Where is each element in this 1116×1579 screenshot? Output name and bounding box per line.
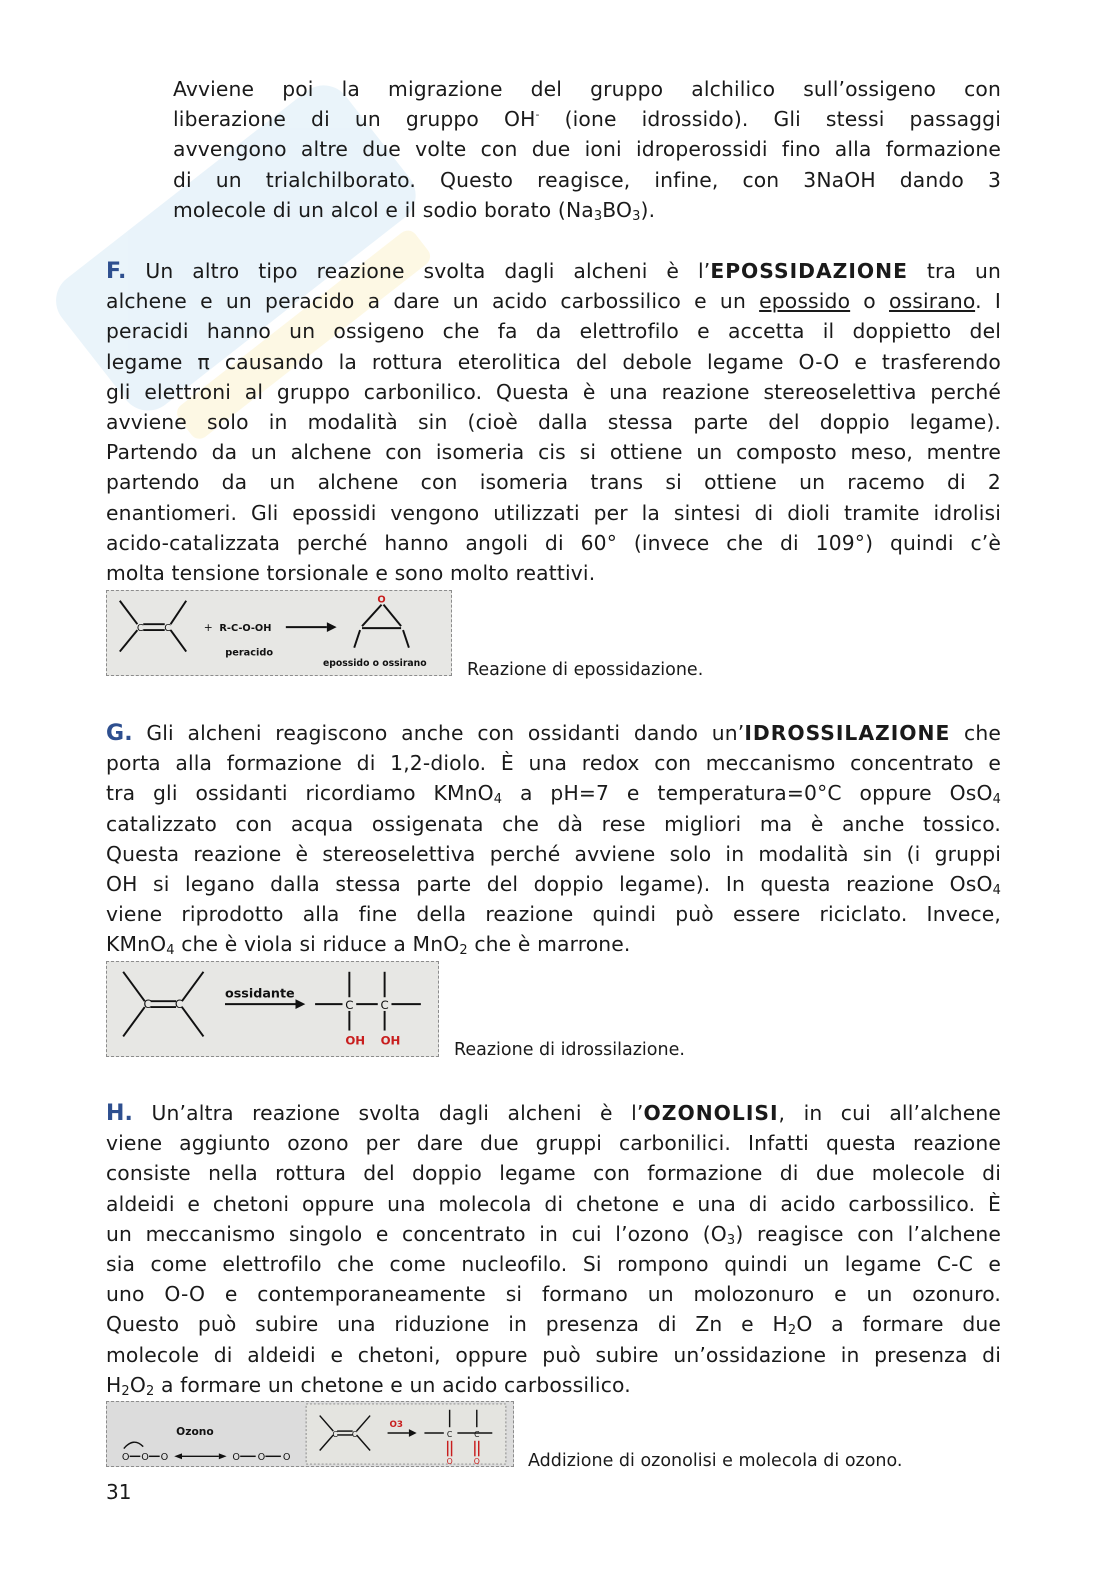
text-line: Questo può subire una riduzione in presenza di Zn e $H_2O$ a formare due (106, 1312, 1002, 1339)
ozone-reagent: O3 (389, 1420, 403, 1431)
text-line: avviene solo in modalità sin (cioè dalla stessa parte del doppio legame). (106, 409, 1001, 434)
section-h-paragraph (106, 1098, 1001, 1400)
text-line: molta tensione torsionale e sono molto reattivi. (106, 560, 596, 585)
atom-c: C (345, 998, 354, 1012)
text-line: Avviene poi la migrazione del gruppo alchilico sull’ossigeno con (173, 77, 1001, 101)
atom-o: O (257, 1452, 266, 1464)
peracid-formula: R-C-O-OH (219, 623, 272, 635)
text-line: aldeidi e chetoni oppure una molecola di chetone e una di acido carbossilico. È (106, 1191, 1001, 1216)
text-line: catalizzato con acqua ossigenata che dà rese migliori ma è anche tossico. (106, 811, 1001, 836)
ozonolysis-figure (106, 1401, 514, 1467)
atom-c: C (136, 623, 144, 635)
text-line: Questa reazione è stereoselettiva perché avviene solo in modalità sin (i gruppi (106, 841, 1001, 866)
hydroxylation-caption: Reazione di idrossilazione. (454, 1040, 685, 1060)
text-line: molecole di un alcol e il sodio borato $(Na_3BO_3)$. (173, 197, 656, 224)
section-f-paragraph (106, 256, 1001, 588)
term-ozonolisi: OZONOLISI (643, 1101, 779, 1125)
text-line: alchene e un peracido a dare un acido carbossilico e un epossido o ossirano. I (106, 289, 1001, 314)
text-line: di un trialchilborato. Questo reagisce, infine, con 3NaOH dando 3 (173, 167, 1001, 192)
epoxide-label: epossido o ossirano (322, 658, 427, 670)
atom-c: C (143, 997, 152, 1012)
section-letter: F. (106, 259, 127, 284)
atom-c: C (351, 1429, 358, 1439)
text-line: acido-catalizzata perché hanno angoli di 60° (invece che di 109°) quindi c’è (106, 530, 1001, 555)
hydroxyl-group: OH (345, 1033, 366, 1048)
section-g-paragraph (106, 718, 1001, 960)
text-line: Partendo da un alchene con isomeria cis si ottiene un composto meso, mentre (106, 440, 1001, 465)
epoxidation-scheme (107, 591, 451, 675)
text-line: enantiomeri. Gli epossidi vengono utilizzati per la sintesi di dioli tramite idrolisi (106, 500, 1001, 525)
text-line: avvengono altre due volte con due ioni idroperossidi fino alla formazione (173, 137, 1001, 162)
ozone-label: Ozono (176, 1424, 214, 1438)
text-line: gli elettroni al gruppo carbonilico. Questa è una reazione stereoselettiva perché (106, 379, 1001, 404)
atom-c: C (164, 623, 172, 635)
carbonyl-oxygen: O (473, 1457, 480, 1466)
text-line: F. Un altro tipo reazione svolta dagli alcheni è l’EPOSSIDAZIONE tra un (106, 259, 1002, 284)
text-line: un meccanismo singolo e concentrato in cui l’ozono $(O_3)$ reagisce con l’alchene (106, 1221, 1001, 1248)
plus-sign: + (203, 621, 213, 635)
text-line: liberazione di un gruppo OH- (ione idrossido). Gli stessi passaggi (173, 107, 1001, 132)
text-line: OH si legano dalla stessa parte del doppio legame). In questa reazione OsO$_4$ (106, 871, 1001, 898)
text-line: legame π causando la rottura eterolitica del debole legame O-O e trasferendo (106, 349, 1001, 374)
term-epossido: epossido (759, 289, 851, 314)
atom-o: O (160, 1452, 169, 1464)
epoxidation-caption: Reazione di epossidazione. (467, 660, 704, 680)
page-number: 31 (106, 1480, 132, 1504)
atom-c: C (474, 1429, 480, 1439)
text-line: porta alla formazione di 1,2-diolo. È una redox con meccanismo concentrato e (106, 751, 1001, 776)
ozonolysis-scheme (107, 1402, 513, 1466)
text-line: sia come elettrofilo che come nucleofilo. Si rompono quindi un legame C-C e (106, 1251, 1001, 1276)
hydroxylation-figure (106, 961, 439, 1057)
text-line: G. Gli alcheni reagiscono anche con ossidanti dando un’IDROSSILAZIONE che (106, 721, 1001, 746)
text-line: uno O-O e contemporaneamente si formano un molozonuro e un ozonuro. (106, 1282, 1001, 1307)
ozonolysis-caption: Addizione di ozonolisi e molecola di ozono. (528, 1451, 903, 1471)
section-letter: H. (106, 1101, 134, 1126)
hydroxylation-scheme (107, 962, 438, 1056)
section-letter: G. (106, 721, 133, 746)
atom-c: C (174, 997, 184, 1012)
atom-o: O (232, 1452, 241, 1464)
text-line: H. Un’altra reazione svolta dagli alcheni è l’OZONOLISI, in cui all’alchene (106, 1101, 1001, 1126)
text-line: partendo da un alchene con isomeria trans si ottiene un racemo di 2 (106, 470, 1001, 495)
term-ossirano: ossirano (889, 289, 976, 314)
text-line: peracidi hanno un ossigeno che fa da elettrofilo e accetta il doppietto del (106, 319, 1001, 344)
atom-c: C (332, 1429, 338, 1439)
hydroxyl-group: OH (380, 1033, 401, 1048)
text-line: tra gli ossidanti ricordiamo KMnO$_4$ a pH=7 e temperatura=0°C oppure OsO$_4$ (106, 781, 1001, 808)
intro-paragraph (173, 74, 1001, 225)
carbonyl-oxygen: O (446, 1457, 453, 1466)
text-line: $H_2O_2$ a formare un chetone e un acido carbossilico. (106, 1372, 631, 1399)
atom-c: C (380, 998, 389, 1012)
atom-o: O (141, 1452, 149, 1464)
text-line: KMnO$_4$ che è viola si riduce a MnO$_2$ che è marrone. (106, 932, 631, 959)
epoxide-oxygen: O (377, 594, 386, 606)
text-line: viene aggiunto ozono per dare due gruppi carbonilici. Infatti questa reazione (106, 1131, 1001, 1156)
text-line: consiste nella rottura del doppio legame con formazione di due molecole di (106, 1161, 1001, 1186)
text-line: molecole di aldeidi e chetoni, oppure può subire un’ossidazione in presenza di (106, 1342, 1001, 1367)
epoxidation-figure (106, 590, 452, 676)
atom-o: O (282, 1452, 291, 1464)
peracid-label: peracido (225, 647, 274, 659)
atom-c: C (446, 1429, 453, 1439)
term-idrossilazione: IDROSSILAZIONE (744, 721, 951, 745)
term-epossidazione: EPOSSIDAZIONE (710, 259, 909, 283)
atom-o: O (121, 1452, 130, 1464)
text-line: viene riprodotto alla fine della reazione quindi può essere riciclato. Invece, (106, 902, 1001, 927)
oxidant-label: ossidante (225, 985, 295, 1001)
